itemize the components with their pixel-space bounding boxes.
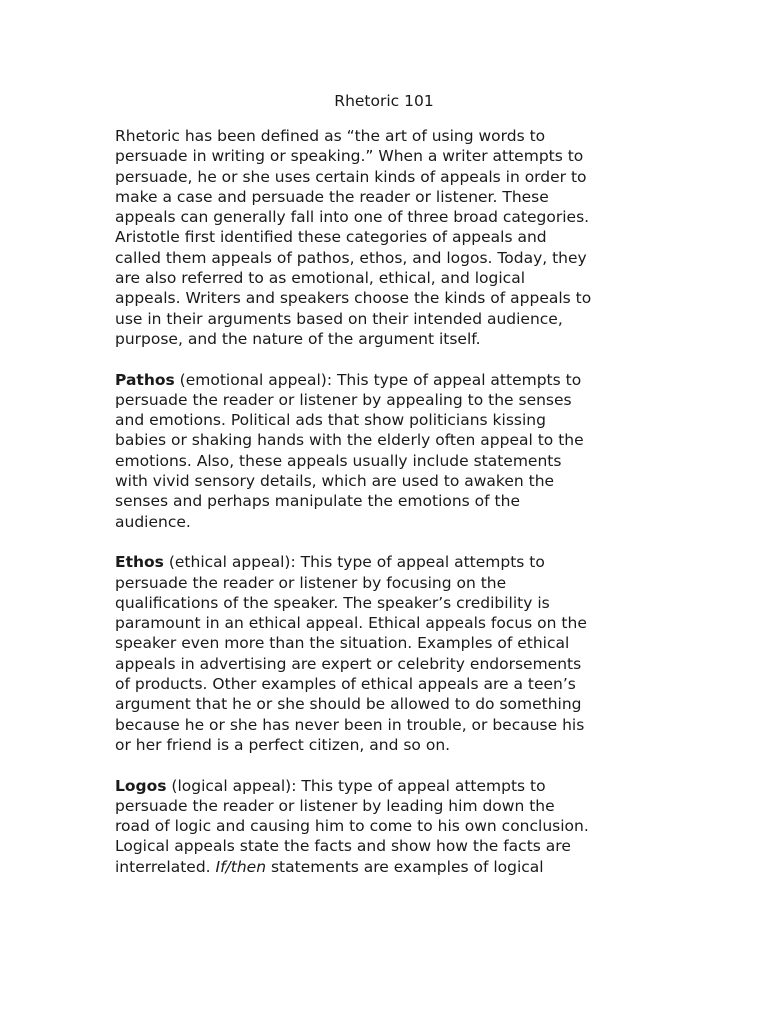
- ethos-paragraph: [115, 552, 665, 755]
- intro-paragraph: [115, 126, 665, 349]
- pathos-line: and emotions. Political ads that show politicians kissing: [115, 411, 546, 430]
- logos-line: Logical appeals state the facts and show how the facts are: [115, 837, 571, 856]
- intro-line: Rhetoric has been defined as “the art of using words to: [115, 127, 546, 145]
- pathos-line: emotions. Also, these appeals usually include statements: [115, 451, 562, 470]
- pathos-first-line: [115, 370, 665, 390]
- pathos-term: Pathos: [115, 370, 175, 389]
- logos-first-line: [115, 776, 665, 796]
- if-then-emphasis: If/then: [215, 857, 267, 876]
- ethos-first-line-text: (ethical appeal): This type of appeal attempts to: [163, 553, 545, 572]
- intro-line: appeals. Writers and speakers choose the kinds of appeals to: [115, 289, 592, 308]
- logos-last-line-prefix: interrelated.: [115, 857, 216, 876]
- intro-line: appeals can generally fall into one of three broad categories.: [115, 208, 590, 227]
- ethos-line: because he or she has never been in trouble, or because his: [115, 715, 585, 734]
- pathos-line: with vivid sensory details, which are used to awaken the: [115, 472, 555, 491]
- ethos-line: or her friend is a perfect citizen, and so on.: [115, 735, 451, 754]
- ethos-line: qualifications of the speaker. The speaker’s credibility is: [115, 593, 550, 612]
- ethos-line: paramount in an ethical appeal. Ethical appeals focus on the: [115, 614, 587, 633]
- ethos-line: speaker even more than the situation. Examples of ethical: [115, 634, 570, 653]
- pathos-first-line-text: (emotional appeal): This type of appeal attempts to: [174, 370, 582, 389]
- pathos-paragraph: [115, 370, 665, 532]
- ethos-first-line: [115, 552, 665, 572]
- intro-line: are also referred to as emotional, ethical, and logical: [115, 269, 526, 288]
- intro-line: called them appeals of pathos, ethos, and logos. Today, they: [115, 248, 587, 267]
- logos-term: Logos: [115, 776, 167, 795]
- ethos-line: persuade the reader or listener by focusing on the: [115, 573, 507, 592]
- document-title: Rhetoric 101: [334, 92, 434, 110]
- pathos-line: persuade the reader or listener by appealing to the senses: [115, 390, 572, 409]
- pathos-line: babies or shaking hands with the elderly often appeal to the: [115, 431, 584, 450]
- logos-paragraph: [115, 776, 665, 877]
- intro-line: persuade, he or she uses certain kinds of appeals in order to: [115, 167, 587, 186]
- ethos-line: argument that he or she should be allowed to do something: [115, 695, 582, 714]
- intro-line: persuade in writing or speaking.” When a writer attempts to: [115, 147, 584, 166]
- ethos-line: appeals in advertising are expert or celebrity endorsements: [115, 654, 582, 673]
- logos-line: road of logic and causing him to come to his own conclusion.: [115, 817, 589, 836]
- ethos-line: of products. Other examples of ethical appeals are a teen’s: [115, 675, 576, 694]
- logos-first-line-text: (logical appeal): This type of appeal attempts to: [166, 776, 546, 795]
- logos-last-line: [115, 857, 665, 877]
- logos-last-line-suffix: statements are examples of logical: [266, 857, 544, 876]
- intro-line: use in their arguments based on their intended audience,: [115, 309, 563, 328]
- intro-line: Aristotle first identified these categories of appeals and: [115, 228, 547, 247]
- pathos-line: senses and perhaps manipulate the emotions of the: [115, 492, 520, 511]
- logos-line: persuade the reader or listener by leading him down the: [115, 796, 555, 815]
- pathos-line: audience.: [115, 512, 191, 531]
- document-body: [115, 126, 665, 897]
- ethos-term: Ethos: [115, 553, 164, 572]
- intro-line: make a case and persuade the reader or listener. These: [115, 187, 549, 206]
- intro-line: purpose, and the nature of the argument itself.: [115, 329, 481, 348]
